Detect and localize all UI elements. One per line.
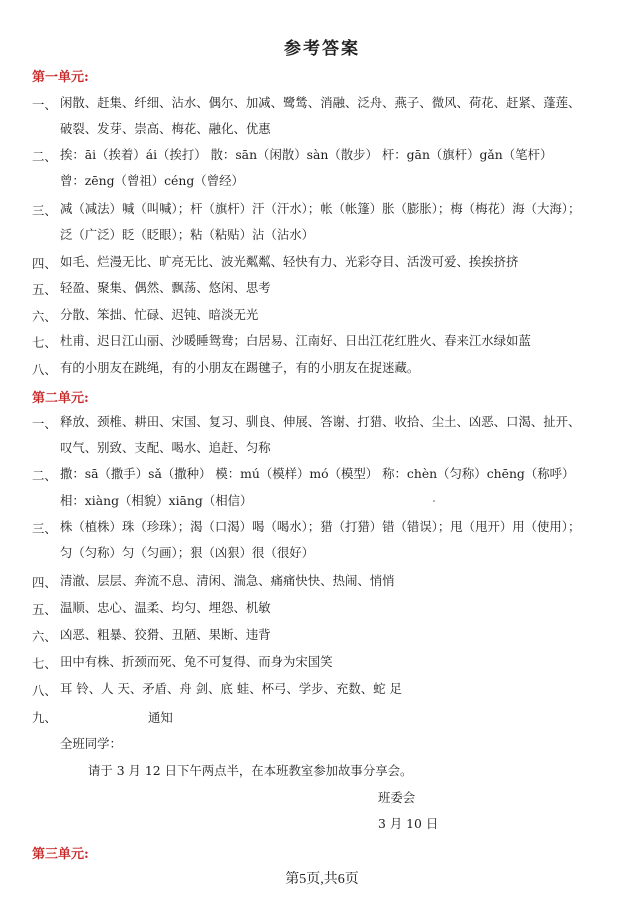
u1-q7-line1: 杜甫、迟日江山丽、沙暖睡鸳鸯；白居易、江南好、日出江花红胜火、春来江水绿如蓝 <box>60 333 531 348</box>
notice-date: 3 月 10 日 <box>378 816 439 831</box>
u1-q5-num: 五、 <box>32 282 57 297</box>
u1-q3-line2: 泛（广泛）眨（眨眼）；粘（粘贴）沾（沾水） <box>60 227 315 242</box>
u1-q5-line1: 轻盈、聚集、偶然、飘荡、悠闲、思考 <box>60 280 271 295</box>
u1-q1-line1: 闲散、赶集、纤细、沾水、偶尔、加减、鹭鸶、消融、泛舟、燕子、微风、荷花、赶紧、蓬莲、 <box>60 95 581 110</box>
notice-greeting: 全班同学： <box>60 736 122 751</box>
u2-q3-line2: 匀（匀称）匀（匀画）；狠（凶狠）很（很好） <box>60 545 315 560</box>
notice-signature: 班委会 <box>378 790 416 805</box>
u1-q1-line2: 破裂、发芽、崇高、梅花、融化、优惠 <box>60 121 271 136</box>
u1-q8-line1: 有的小朋友在跳绳，有的小朋友在踢毽子，有的小朋友在捉迷藏。 <box>60 360 420 375</box>
page-number: 第5页,共6页 <box>285 872 359 887</box>
u1-q6-num: 六、 <box>32 309 57 324</box>
u2-q2-line2: 相：xiàng（相貌）xiāng（相信） <box>60 493 253 508</box>
u1-q3-line1: 减（减法）喊（叫喊）；杆（旗杆）汗（汗水）；帐（帐篷）胀（膨胀）；梅（梅花）海（大海）； <box>60 201 581 216</box>
u2-q3-num: 三、 <box>32 521 57 536</box>
u1-q4-num: 四、 <box>32 256 57 271</box>
u1-q4-line1: 如毛、烂漫无比、旷亮无比、波光粼粼、轻快有力、光彩夺目、活泼可爱、挨挨挤挤 <box>60 254 519 269</box>
u2-q1-num: 一、 <box>32 416 57 431</box>
unit1-heading: 第一单元: <box>32 70 89 85</box>
u2-q6-num: 六、 <box>32 629 57 644</box>
u2-q9-num: 九、 <box>32 710 57 725</box>
u2-q1-line2: 叹气、别致、支配、喝水、追赶、匀称 <box>60 440 271 455</box>
unit2-heading: 第二单元: <box>32 391 89 406</box>
notice-title: 通知 <box>148 710 173 725</box>
u2-q5-num: 五、 <box>32 602 57 617</box>
u2-q5-line1: 温顺、忠心、温柔、均匀、埋怨、机敏 <box>60 600 271 615</box>
u2-q2-num: 二、 <box>32 468 57 483</box>
u2-q8-num: 八、 <box>32 683 57 698</box>
u2-q3-line1: 株（植株）珠（珍珠）；渴（口渴）喝（喝水）；猎（打猎）错（错误）；甩（甩开）用（使用）； <box>60 519 581 534</box>
u2-q7-num: 七、 <box>32 656 57 671</box>
u1-q2-line2: 曾：zēng（曾祖）céng（曾经） <box>60 173 244 188</box>
u2-q1-line1: 释放、颈椎、耕田、宋国、复习、驯良、伸展、答谢、打猎、收拾、尘土、凶恶、口渴、扯开、 <box>60 414 581 429</box>
u2-q2-line1: 撒：sā（撒手）sǎ（撒种） 模：mú（模样）mó（模型） 称：chèn（匀称）chēng（称呼） <box>60 466 575 481</box>
u1-q7-num: 七、 <box>32 335 57 350</box>
u1-q2-line1: 挨：āi（挨着）ái（挨打） 散：sān（闲散）sàn（散步） 杆：gān（旗杆）gǎn（笔杆） <box>60 147 553 162</box>
u1-q6-line1: 分散、笨拙、忙碌、迟钝、暗淡无光 <box>60 307 259 322</box>
page-title: 参考答案 <box>284 39 360 59</box>
unit3-heading: 第三单元: <box>32 847 89 862</box>
stray-dot <box>433 500 435 502</box>
u1-q1-num: 一、 <box>32 97 57 112</box>
u2-q8-line1: 耳 铃、人 天、矛盾、舟 剑、底 蛙、杯弓、学步、充数、蛇 足 <box>60 681 402 696</box>
u1-q2-num: 二、 <box>32 149 57 164</box>
u1-q8-num: 八、 <box>32 362 57 377</box>
u1-q3-num: 三、 <box>32 203 57 218</box>
u2-q4-line1: 清澈、层层、奔流不息、清闲、湍急、痛痛快快、热闹、悄悄 <box>60 573 395 588</box>
u2-q4-num: 四、 <box>32 575 57 590</box>
u2-q6-line1: 凶恶、粗暴、狡猾、丑陋、果断、违背 <box>60 627 271 642</box>
u2-q7-line1: 田中有株、折颈而死、兔不可复得、而身为宋国笑 <box>60 654 333 669</box>
notice-body: 请于 3 月 12 日下午两点半，在本班教室参加故事分享会。 <box>88 763 413 778</box>
